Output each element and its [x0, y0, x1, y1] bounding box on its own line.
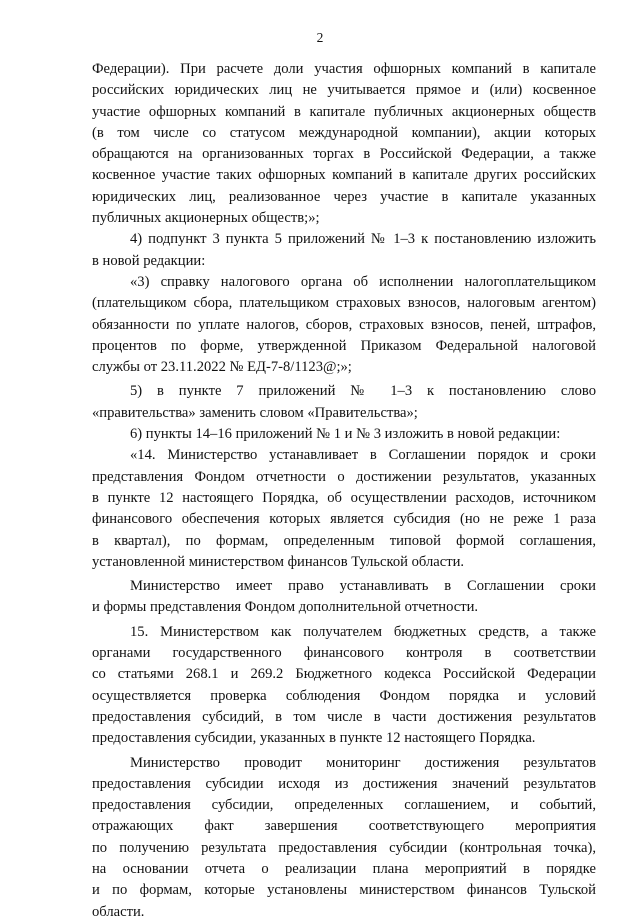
paragraph: [92, 622, 596, 750]
text-line: Министерство имеет право устанавливать в Соглашении сроки: [130, 578, 596, 595]
text-line: обязанности по уплате налогов, сборов, страховых взносов, пеней, штрафов,: [92, 316, 596, 333]
text-line: отражающих факт завершения соответствующего мероприятия: [92, 818, 596, 835]
text-line: в новой редакции:: [92, 252, 206, 269]
paragraph: [92, 229, 596, 272]
text-line: по получению результата предоставления субсидии (контрольная точка),: [92, 839, 596, 856]
paragraph: [92, 272, 596, 378]
text-line: представления Фондом отчетности о достижении результатов, указанных: [92, 468, 596, 485]
text-line: косвенное участие таких офшорных компаний в капитале других российских: [92, 167, 596, 184]
text-line: 6) пункты 14–16 приложений № 1 и № 3 изложить в новой редакции:: [130, 426, 561, 443]
text-line: публичных акционерных обществ;»;: [92, 210, 320, 227]
page-number: 2: [316, 30, 324, 45]
text-line: в пункте 12 настоящего Порядка, об осуществлении расходов, источником: [92, 489, 596, 506]
text-line: предоставления субсидии, определенных соглашением, и событий,: [92, 797, 596, 814]
text-line: юридических лиц, реализованное через участие в капитале указанных: [92, 188, 596, 205]
text-line: службы от 23.11.2022 № ЕД-7-8/1123@;»;: [92, 359, 352, 376]
text-line: со статьями 268.1 и 269.2 Бюджетного кодекса Российской Федерации: [92, 666, 596, 683]
text-line: предоставления субсидии, указанных в пункте 12 настоящего Порядка.: [92, 730, 536, 747]
paragraph: [92, 381, 596, 424]
text-line: российских юридических лиц не учитывается прямое и (или) косвенное: [92, 82, 596, 99]
text-line: и формы представления Фондом дополнительной отчетности.: [92, 599, 479, 616]
text-line: 4) подпункт 3 пункта 5 приложений № 1–3 к постановлению изложить: [130, 231, 596, 248]
text-line: обращаются на организованных торгах в Российской Федерации, а также: [92, 146, 596, 163]
paragraph: [92, 59, 596, 229]
text-line: осуществляется проверка соблюдения Фондом порядка и условий: [92, 687, 596, 704]
text-line: 15. Министерством как получателем бюджетных средств, а также: [130, 623, 596, 640]
text-line: предоставления субсидии исходя из достижения значений результатов: [92, 775, 596, 792]
text-line: 5) в пункте 7 приложений № 1–3 к постановлению слово: [130, 383, 596, 400]
text-line: участие офшорных компаний в капитале публичных акционерных обществ: [92, 103, 596, 120]
paragraph: [92, 576, 596, 619]
text-line: на основании отчета о реализации плана мероприятий в порядке: [92, 860, 596, 877]
document-body: [92, 59, 596, 923]
text-line: установленной министерством финансов Тульской области.: [92, 553, 465, 570]
text-line: процентов по форме, утвержденной Приказом Федеральной налоговой: [92, 337, 596, 354]
text-line: «правительства» заменить словом «Правительства»;: [92, 404, 418, 421]
text-line: «3) справку налогового органа об исполнении налогоплательщиком: [130, 273, 596, 290]
paragraph: [92, 445, 596, 573]
text-line: Федерации). При расчете доли участия офшорных компаний в капитале: [92, 61, 596, 77]
paragraph: [92, 424, 596, 445]
text-line: (в том числе со статусом международной компании), акции которых: [92, 124, 596, 141]
text-line: органами государственного финансового контроля в соответствии: [92, 645, 596, 662]
text-line: (плательщиком сбора, плательщиком страховых взносов, налоговым агентом): [92, 295, 596, 312]
text-line: «14. Министерство устанавливает в Соглашении порядок и сроки: [130, 447, 596, 464]
text-line: предоставления субсидий, в том числе в части достижения результатов: [92, 708, 596, 725]
text-line: области.: [92, 903, 145, 920]
text-line: в квартал), по формам, определенным типовой формой соглашения,: [92, 532, 596, 549]
text-line: финансового обеспечения которых является субсидия (но не реже 1 раза: [92, 511, 596, 528]
paragraph: [92, 753, 596, 923]
text-line: и по формам, которые установлены министерством финансов Тульской: [92, 882, 596, 899]
text-line: Министерство проводит мониторинг достижения результатов: [130, 754, 596, 771]
